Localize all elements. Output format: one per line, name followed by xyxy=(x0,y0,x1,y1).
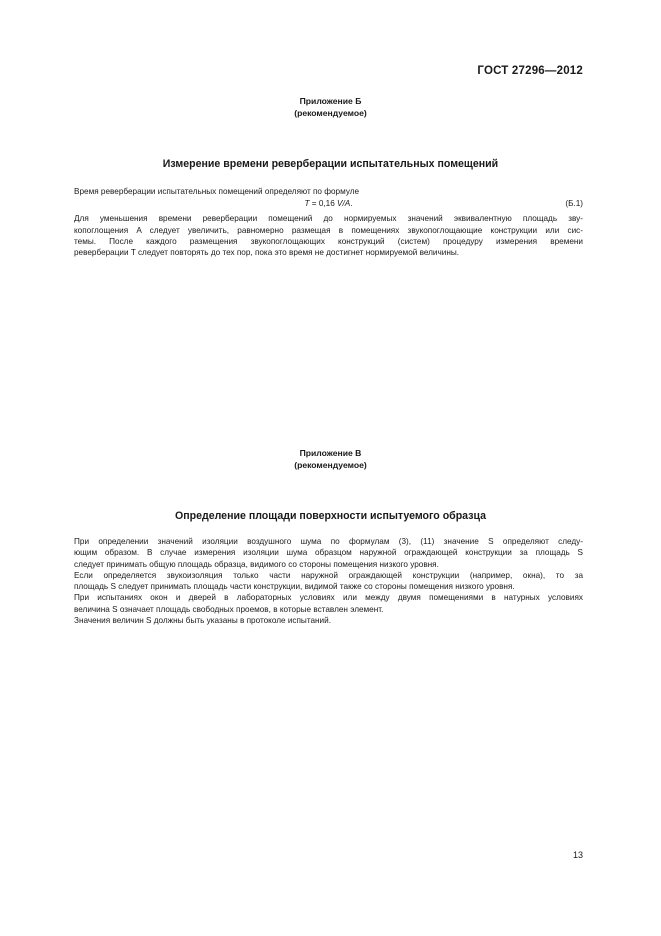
formula-expression xyxy=(74,198,583,209)
appendix-b-para-line: реверберации T следует повторять до тех пор, пока это время не достигнет нормируемой величины. xyxy=(74,248,460,258)
formula-dot: . xyxy=(350,199,353,209)
formula-b1 xyxy=(74,198,583,211)
appendix-v-title: Определение площади поверхности испытуемого образца xyxy=(174,510,487,522)
appendix-v-para-line: При определении значений изоляции воздушного шума по формулам (3), (11) значение S определяют следу- xyxy=(74,537,583,546)
appendix-b-heading xyxy=(0,95,661,119)
appendix-b-para-line: темы. После каждого размещения звукопоглощающих конструкций (систем) процедуру измерения времени xyxy=(74,236,583,246)
appendix-b-para-line: копоглощения A следует увеличить, равномерно размещая в помещениях звукопоглощающие конструкции или сис- xyxy=(74,225,583,235)
appendix-v-para-line: площадь S следует принимать площадь части конструкции, видимой также со стороны помещения низкого уровня. xyxy=(74,582,515,592)
appendix-v-para-line: Значения величин S должны быть указаны в протоколе испытаний. xyxy=(74,616,331,626)
appendix-b-title: Измерение времени реверберации испытательных помещений xyxy=(162,158,499,170)
appendix-v-para-line: ющим образом. В случае измерения изоляции шума образцом наружной ограждающей конструкции за площадь S xyxy=(74,548,583,558)
formula-var-va: V/A xyxy=(337,199,351,209)
appendix-v-para-line: Если определяется звукоизоляция только части наружной ограждающей конструкции (например, окна), то за xyxy=(74,570,583,580)
appendix-v-body xyxy=(74,536,583,626)
appendix-b-intro: Время реверберации испытательных помещений определяют по формуле xyxy=(74,187,360,196)
appendix-b-body xyxy=(74,186,583,258)
appendix-v-heading xyxy=(0,447,661,471)
appendix-v-para-line: следует принимать общую площадь образца, видимого со стороны помещения низкого уровня. xyxy=(74,559,439,569)
appendix-b-status: (рекомендуемое) xyxy=(294,108,367,118)
formula-equals: = 0,16 xyxy=(309,199,338,209)
appendix-b-label: Приложение Б xyxy=(299,96,362,106)
formula-number: (Б.1) xyxy=(565,199,583,209)
appendix-v-status: (рекомендуемое) xyxy=(294,460,367,470)
appendix-b-para-line: Для уменьшения времени реверберации помещений до нормируемых значений эквивалентную площадь зву- xyxy=(74,214,583,224)
appendix-v-label: Приложение В xyxy=(299,448,362,458)
formula-var-t: T xyxy=(304,199,310,209)
appendix-v-para-line: При испытаниях окон и дверей в лабораторных условиях или между двумя помещениями в натурных условиях xyxy=(74,593,583,603)
page-number: 13 xyxy=(572,850,583,860)
appendix-v-para-line: величина S означает площадь свободных проемов, в которые вставлен элемент. xyxy=(74,604,384,614)
document-code: ГОСТ 27296—2012 xyxy=(477,65,583,77)
